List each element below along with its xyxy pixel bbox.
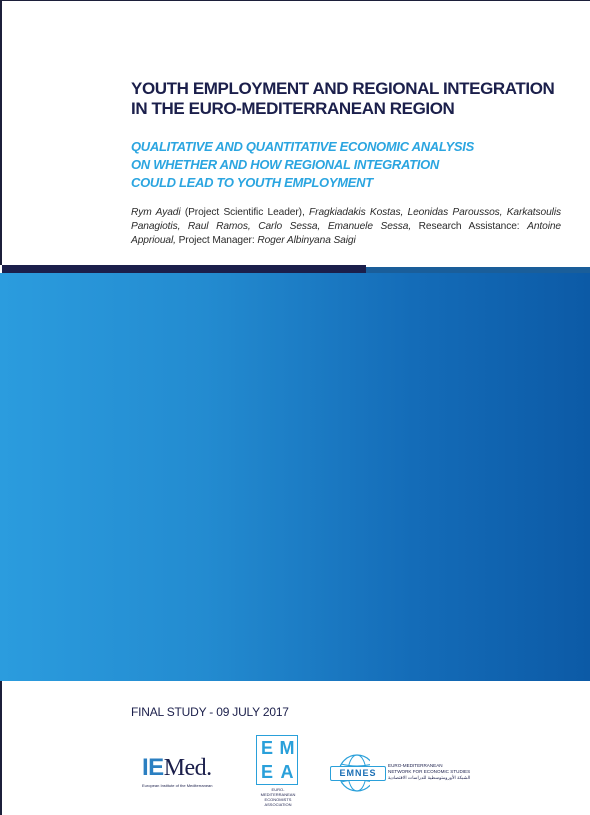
iemed-logo	[142, 755, 232, 795]
iemed-med: Med.	[163, 755, 212, 781]
cover-gradient-panel	[0, 273, 590, 681]
emnes-text	[388, 763, 480, 781]
emnes-logo	[330, 753, 480, 793]
emea-sub-line-2: ECONOMISTS ASSOCIATION	[264, 797, 292, 807]
author-team: Fragkiadakis Kostas, Leonidas Paroussos, Karkatsoulis Panagiotis, Raul Ramos, Carlo Sessa, Emanuele Sessa,	[131, 207, 561, 232]
emnes-line-3: الشبكة الأورومتوسطية للدراسات الاقتصادية	[388, 775, 471, 780]
role-lead: (Project Scientific Leader),	[180, 207, 310, 218]
subtitle-line-2: ON WHETHER AND HOW REGIONAL INTEGRATION	[131, 157, 439, 172]
emnes-mark: EMNES	[330, 766, 386, 781]
emea-sub-line-1: EURO-MEDITERRANEAN	[260, 787, 296, 797]
divider-band-dark	[2, 265, 366, 273]
author-research: Antoine Apprioual,	[131, 221, 561, 246]
author-lead: Rym Ayadi	[131, 207, 181, 218]
emea-letter-2: M	[279, 738, 295, 758]
final-study-date: FINAL STUDY - 09 JULY 2017	[131, 705, 289, 719]
title-line-2: IN THE EURO-MEDITERRANEAN REGION	[131, 99, 455, 118]
emea-subtitle	[256, 787, 300, 807]
emea-letter-1: E	[260, 738, 273, 758]
authors-block	[131, 206, 561, 248]
emnes-line-2: NETWORK FOR ECONOMIC STUDIES	[388, 769, 471, 774]
title-line-1: YOUTH EMPLOYMENT AND REGIONAL INTEGRATION	[131, 79, 555, 98]
document-subtitle	[131, 138, 551, 192]
emea-letter-3: E	[260, 762, 273, 782]
page-border-top	[0, 0, 590, 1]
emea-letter-4: A	[280, 762, 294, 782]
emnes-line-1: EURO-MEDITERRANEAN	[388, 763, 443, 768]
subtitle-line-3: COULD LEAD TO YOUTH EMPLOYMENT	[131, 175, 373, 190]
author-manager: Roger Albinyana Saigi	[257, 235, 356, 246]
role-manager: Project Manager:	[175, 235, 258, 246]
emea-mark	[256, 735, 298, 785]
iemed-ie: IE	[142, 754, 164, 781]
subtitle-line-1: QUALITATIVE AND QUANTITATIVE ECONOMIC ANALYSIS	[131, 139, 474, 154]
role-research: Research Assistance:	[411, 221, 528, 232]
iemed-subtitle: European Institute of the Mediterranean	[142, 783, 213, 788]
iemed-wordmark	[142, 755, 232, 781]
document-title	[131, 79, 561, 119]
emea-logo	[256, 735, 300, 807]
